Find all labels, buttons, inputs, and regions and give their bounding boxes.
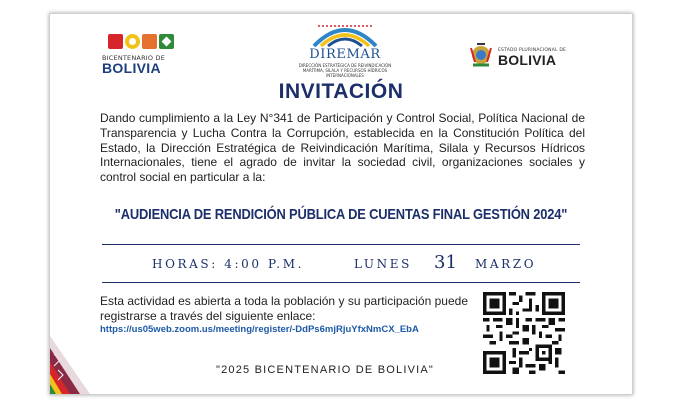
qr-code-icon[interactable] [483,292,565,374]
schedule-month: MARZO [475,257,537,271]
diremar-logo [275,20,415,86]
invitation-body: Dando cumplimiento a la Ley N°341 de Participación y Control Social, Política Nacional de Transparencia y Lucha Contra la Corrupción, establecida en la Constitución Política del Estado, la Dirección Estratégica de Reivindicación Marítima, Silala y Recursos Hídricos Internacionales, tiene el agrado de invitar la sociedad civil, organizaciones sociales y control social en particular a la: [100,111,585,185]
divider-bottom [102,282,580,283]
schedule-bar [102,248,580,278]
andean-pattern-decoration [50,336,112,394]
estado-caption: ESTADO PLURINACIONAL DE [498,47,567,53]
schedule-hours: HORAS: 4:00 P.M. [152,257,305,271]
registration-link[interactable]: https://us05web.zoom.us/meeting/register/-DdPs6mjRjuYfxNmCX_EbA [100,324,419,335]
bolivia-shield-icon [468,42,494,72]
diremar-waves-icon [308,20,382,48]
bicentenario-caption: BICENTENARIO DE [102,54,165,62]
event-headline: "AUDIENCIA DE RENDICIÓN PÚBLICA DE CUENTAS FINAL GESTIÓN 2024" [114,206,568,223]
estado-plurinacional-logo [468,40,578,74]
estado-country: BOLIVIA [498,51,557,68]
diremar-subtitle: DIRECCIÓN ESTRATÉGICA DE REIVINDICACIÓN MARÍTIMA, SILALA Y RECURSOS HÍDRICOS INTERNACIONALES [298,63,392,78]
bicentenario-country: BOLIVIA [102,60,161,76]
schedule-day: 31 [434,252,457,273]
access-text: Esta actividad es abierta a toda la población y su participación puede registrarse a través del siguiente enlace: [100,294,468,323]
schedule-weekday: LUNES [354,257,412,271]
footer-motto: "2025 BICENTENARIO DE BOLIVIA" [215,364,435,376]
invitation-card [49,13,633,395]
divider-top [102,244,580,245]
diremar-name: DIREMAR [309,47,381,62]
bicentenario-symbols-icon [108,34,180,49]
invitation-title: INVITACIÓN [278,80,404,103]
